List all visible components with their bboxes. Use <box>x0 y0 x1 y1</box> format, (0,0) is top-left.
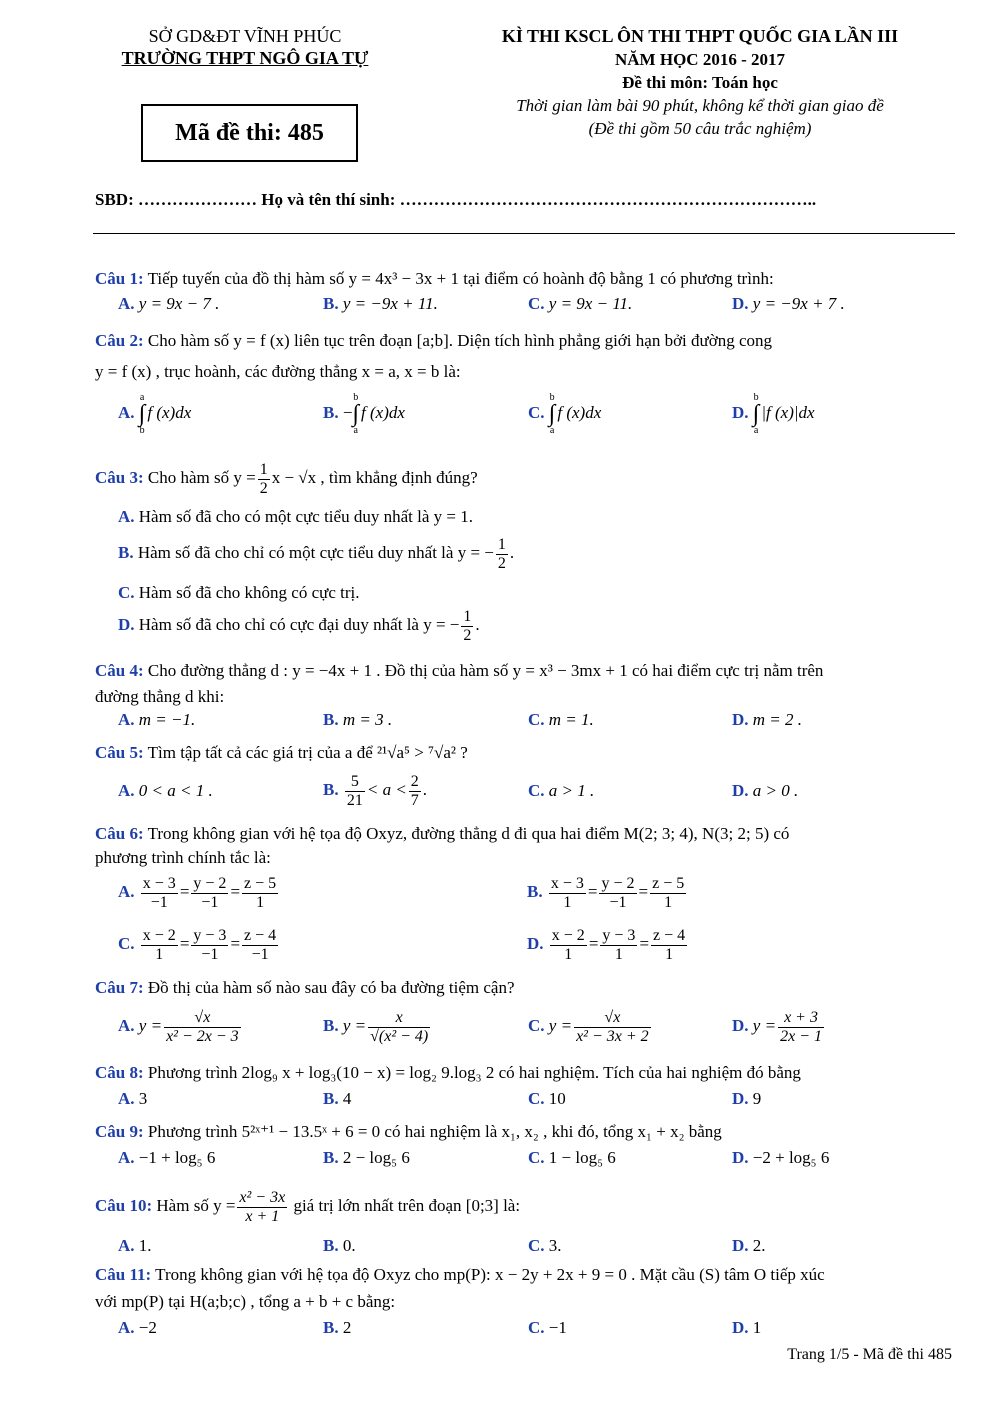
question-5: Câu 5: Tìm tập tất cả các giá trị của a để ²¹√a⁵ > ⁷√a² ? <box>95 743 468 762</box>
q10-option-c[interactable]: C. 3. <box>528 1236 562 1255</box>
question-6-cont: phương trình chính tắc là: <box>95 848 271 867</box>
q1-option-c[interactable]: C. y = 9x − 11. <box>528 294 633 313</box>
question-9: Câu 9: Phương trình 5²ˣ⁺¹ − 13.5ˣ + 6 = 0 có hai nghiệm là x₁, x₂ , khi đó, tổng x₁ + x₂ bằng <box>95 1122 722 1141</box>
header-divider <box>93 233 955 234</box>
q4-option-c[interactable]: C. m = 1. <box>528 710 594 729</box>
school-year: NĂM HỌC 2016 - 2017 <box>615 50 785 69</box>
q8-option-b[interactable]: B. 4 <box>323 1089 352 1108</box>
integral-sign-icon: b ∫ a <box>548 392 556 436</box>
q3-option-c[interactable]: C. Hàm số đã cho không có cực trị. <box>118 583 360 602</box>
question-7: Câu 7: Đồ thị của hàm số nào sau đây có ba đường tiệm cận? <box>95 978 515 997</box>
question-2-cont: y = f (x) , trục hoành, các đường thẳng x = a, x = b là: <box>95 362 461 381</box>
question-10: Câu 10: Hàm số y = $\frac{\text{x² − 3x}}{x + 1}$ giá trị lớn nhất trên đoạn [0;3] là: <box>95 1188 521 1225</box>
q7-option-d[interactable]: D. y = $\frac{x + 3}{2x - 1}$ <box>732 1008 822 1045</box>
q3-option-d[interactable]: D. Hàm số đã cho chỉ có cực đại duy nhất là y = − $\frac{1}{2}$ . <box>118 607 480 644</box>
q8-option-c[interactable]: C. 10 <box>528 1089 566 1108</box>
question-8: Câu 8: Phương trình 2log₉ x + log₃(10 − x) = log₂ 9.log₃ 2 có hai nghiệm. Tích của hai nghiệm đó bằng <box>95 1063 801 1082</box>
q11-option-c[interactable]: C. −1 <box>528 1318 567 1337</box>
q9-option-d[interactable]: D. −2 + log₅ 6 <box>732 1148 830 1167</box>
exam-title: KÌ THI KSCL ÔN THI THPT QUỐC GIA LẦN III <box>501 26 899 46</box>
q7-option-b[interactable]: B. y = $\frac{x}{\text{√(x² − 4)}}$ <box>323 1008 429 1045</box>
q11-option-a[interactable]: A. −2 <box>118 1318 157 1337</box>
integral-sign-icon: b ∫ a <box>752 392 760 436</box>
exam-time: Thời gian làm bài 90 phút, không kể thời gian giao đề <box>516 96 884 115</box>
question-11-cont: với mp(P) tại H(a;b;c) , tổng a + b + c bằng: <box>95 1292 396 1311</box>
question-1: Câu 1: Tiếp tuyến của đồ thị hàm số y = 4x³ − 3x + 1 tại điểm có hoành độ bằng 1 có phương trình: <box>95 269 774 288</box>
q10-option-d[interactable]: D. 2. <box>732 1236 766 1255</box>
q6-option-b[interactable]: B. $\frac{x - 3}{1}$ = $\frac{y - 2}{-1}$ = $\frac{z - 5}{1}$ <box>527 874 685 911</box>
question-4-cont: đường thẳng d khi: <box>95 687 225 706</box>
q11-option-d[interactable]: D. 1 <box>732 1318 762 1337</box>
q9-option-a[interactable]: A. −1 + log₅ 6 <box>118 1148 216 1167</box>
q3-option-a[interactable]: A. Hàm số đã cho có một cực tiểu duy nhất là y = 1. <box>118 507 473 526</box>
exam-code-box: Mã đề thi: 485 <box>141 104 358 162</box>
q5-option-b[interactable]: B. $\frac{5}{21}$ < a < $\frac{2}{7}$ . <box>323 772 428 809</box>
q1-option-d[interactable]: D. y = −9x + 7 . <box>732 294 845 313</box>
question-6: Câu 6: Trong không gian với hệ tọa độ Oxyz, đường thẳng d đi qua hai điểm M(2; 3; 4), N(3; 2; 5) có <box>95 824 790 843</box>
q2-option-d[interactable]: D. b ∫ a |f (x)|dx <box>732 392 815 436</box>
q4-option-d[interactable]: D. m = 2 . <box>732 710 803 729</box>
q8-option-a[interactable]: A. 3 <box>118 1089 148 1108</box>
q7-option-a[interactable]: A. y = $\frac{√x}{\text{x² − 2x − 3}}$ <box>118 1008 239 1045</box>
q6-option-c[interactable]: C. $\frac{x - 2}{1}$ = $\frac{y - 3}{-1}$ = $\frac{z - 4}{-1}$ <box>118 926 277 963</box>
q6-option-a[interactable]: A. $\frac{x - 3}{-1}$ = $\frac{y - 2}{-1}$ = $\frac{z - 5}{1}$ <box>118 874 277 911</box>
q8-option-d[interactable]: D. 9 <box>732 1089 762 1108</box>
exam-note: (Đề thi gồm 50 câu trắc nghiệm) <box>588 119 812 138</box>
q10-option-b[interactable]: B. 0. <box>323 1236 356 1255</box>
q7-option-c[interactable]: C. y = $\frac{√x}{\text{x² − 3x + 2}}$ <box>528 1008 649 1045</box>
q2-option-c[interactable]: C. b ∫ a f (x)dx <box>528 392 602 436</box>
q4-option-a[interactable]: A. m = −1. <box>118 710 196 729</box>
question-11: Câu 11: Trong không gian với hệ tọa độ Oxyz cho mp(P): x − 2y + 2x + 9 = 0 . Mặt cầu (S) tâm O tiếp xúc <box>95 1265 825 1284</box>
integral-sign-icon: a ∫ b <box>138 392 146 436</box>
candidate-info-line: SBD: ………………… Họ và tên thí sinh: ……………………………………………………………….. <box>95 190 817 209</box>
q11-option-b[interactable]: B. 2 <box>323 1318 352 1337</box>
school-name: TRƯỜNG THPT NGÔ GIA TỰ <box>121 48 369 68</box>
integral-sign-icon: b ∫ a <box>352 392 360 436</box>
q3-option-b[interactable]: B. Hàm số đã cho chỉ có một cực tiểu duy nhất là y = − $\frac{1}{2}$ . <box>118 535 515 572</box>
question-4: Câu 4: Cho đường thẳng d : y = −4x + 1 . Đồ thị của hàm số y = x³ − 3mx + 1 có hai điểm cực trị nằm trên <box>95 661 824 680</box>
q9-option-c[interactable]: C. 1 − log₅ 6 <box>528 1148 616 1167</box>
question-3: Câu 3: Cho hàm số y = $\frac{1}{2}$ x − √x , tìm khẳng định đúng? <box>95 460 478 497</box>
exam-subject: Đề thi môn: Toán học <box>622 73 778 92</box>
q9-option-b[interactable]: B. 2 − log₅ 6 <box>323 1148 410 1167</box>
q5-option-c[interactable]: C. a > 1 . <box>528 781 595 800</box>
department-name: SỞ GD&ĐT VĨNH PHÚC <box>148 26 342 46</box>
q4-option-b[interactable]: B. m = 3 . <box>323 710 393 729</box>
q5-option-a[interactable]: A. 0 < a < 1 . <box>118 781 213 800</box>
page-footer: Trang 1/5 - Mã đề thi 485 <box>787 1346 952 1363</box>
q6-option-d[interactable]: D. $\frac{x - 2}{1}$ = $\frac{y - 3}{1}$ = $\frac{z - 4}{1}$ <box>527 926 686 963</box>
q1-option-a[interactable]: A. y = 9x − 7 . <box>118 294 220 313</box>
q2-option-b[interactable]: B. − b ∫ a f (x)dx <box>323 392 405 436</box>
q1-option-b[interactable]: B. y = −9x + 11. <box>323 294 438 313</box>
question-2: Câu 2: Cho hàm số y = f (x) liên tục trên đoạn [a;b]. Diện tích hình phẳng giới hạn bởi đường cong <box>95 331 773 350</box>
q10-option-a[interactable]: A. 1. <box>118 1236 152 1255</box>
q2-option-a[interactable]: A. a ∫ b f (x)dx <box>118 392 192 436</box>
q5-option-d[interactable]: D. a > 0 . <box>732 781 799 800</box>
